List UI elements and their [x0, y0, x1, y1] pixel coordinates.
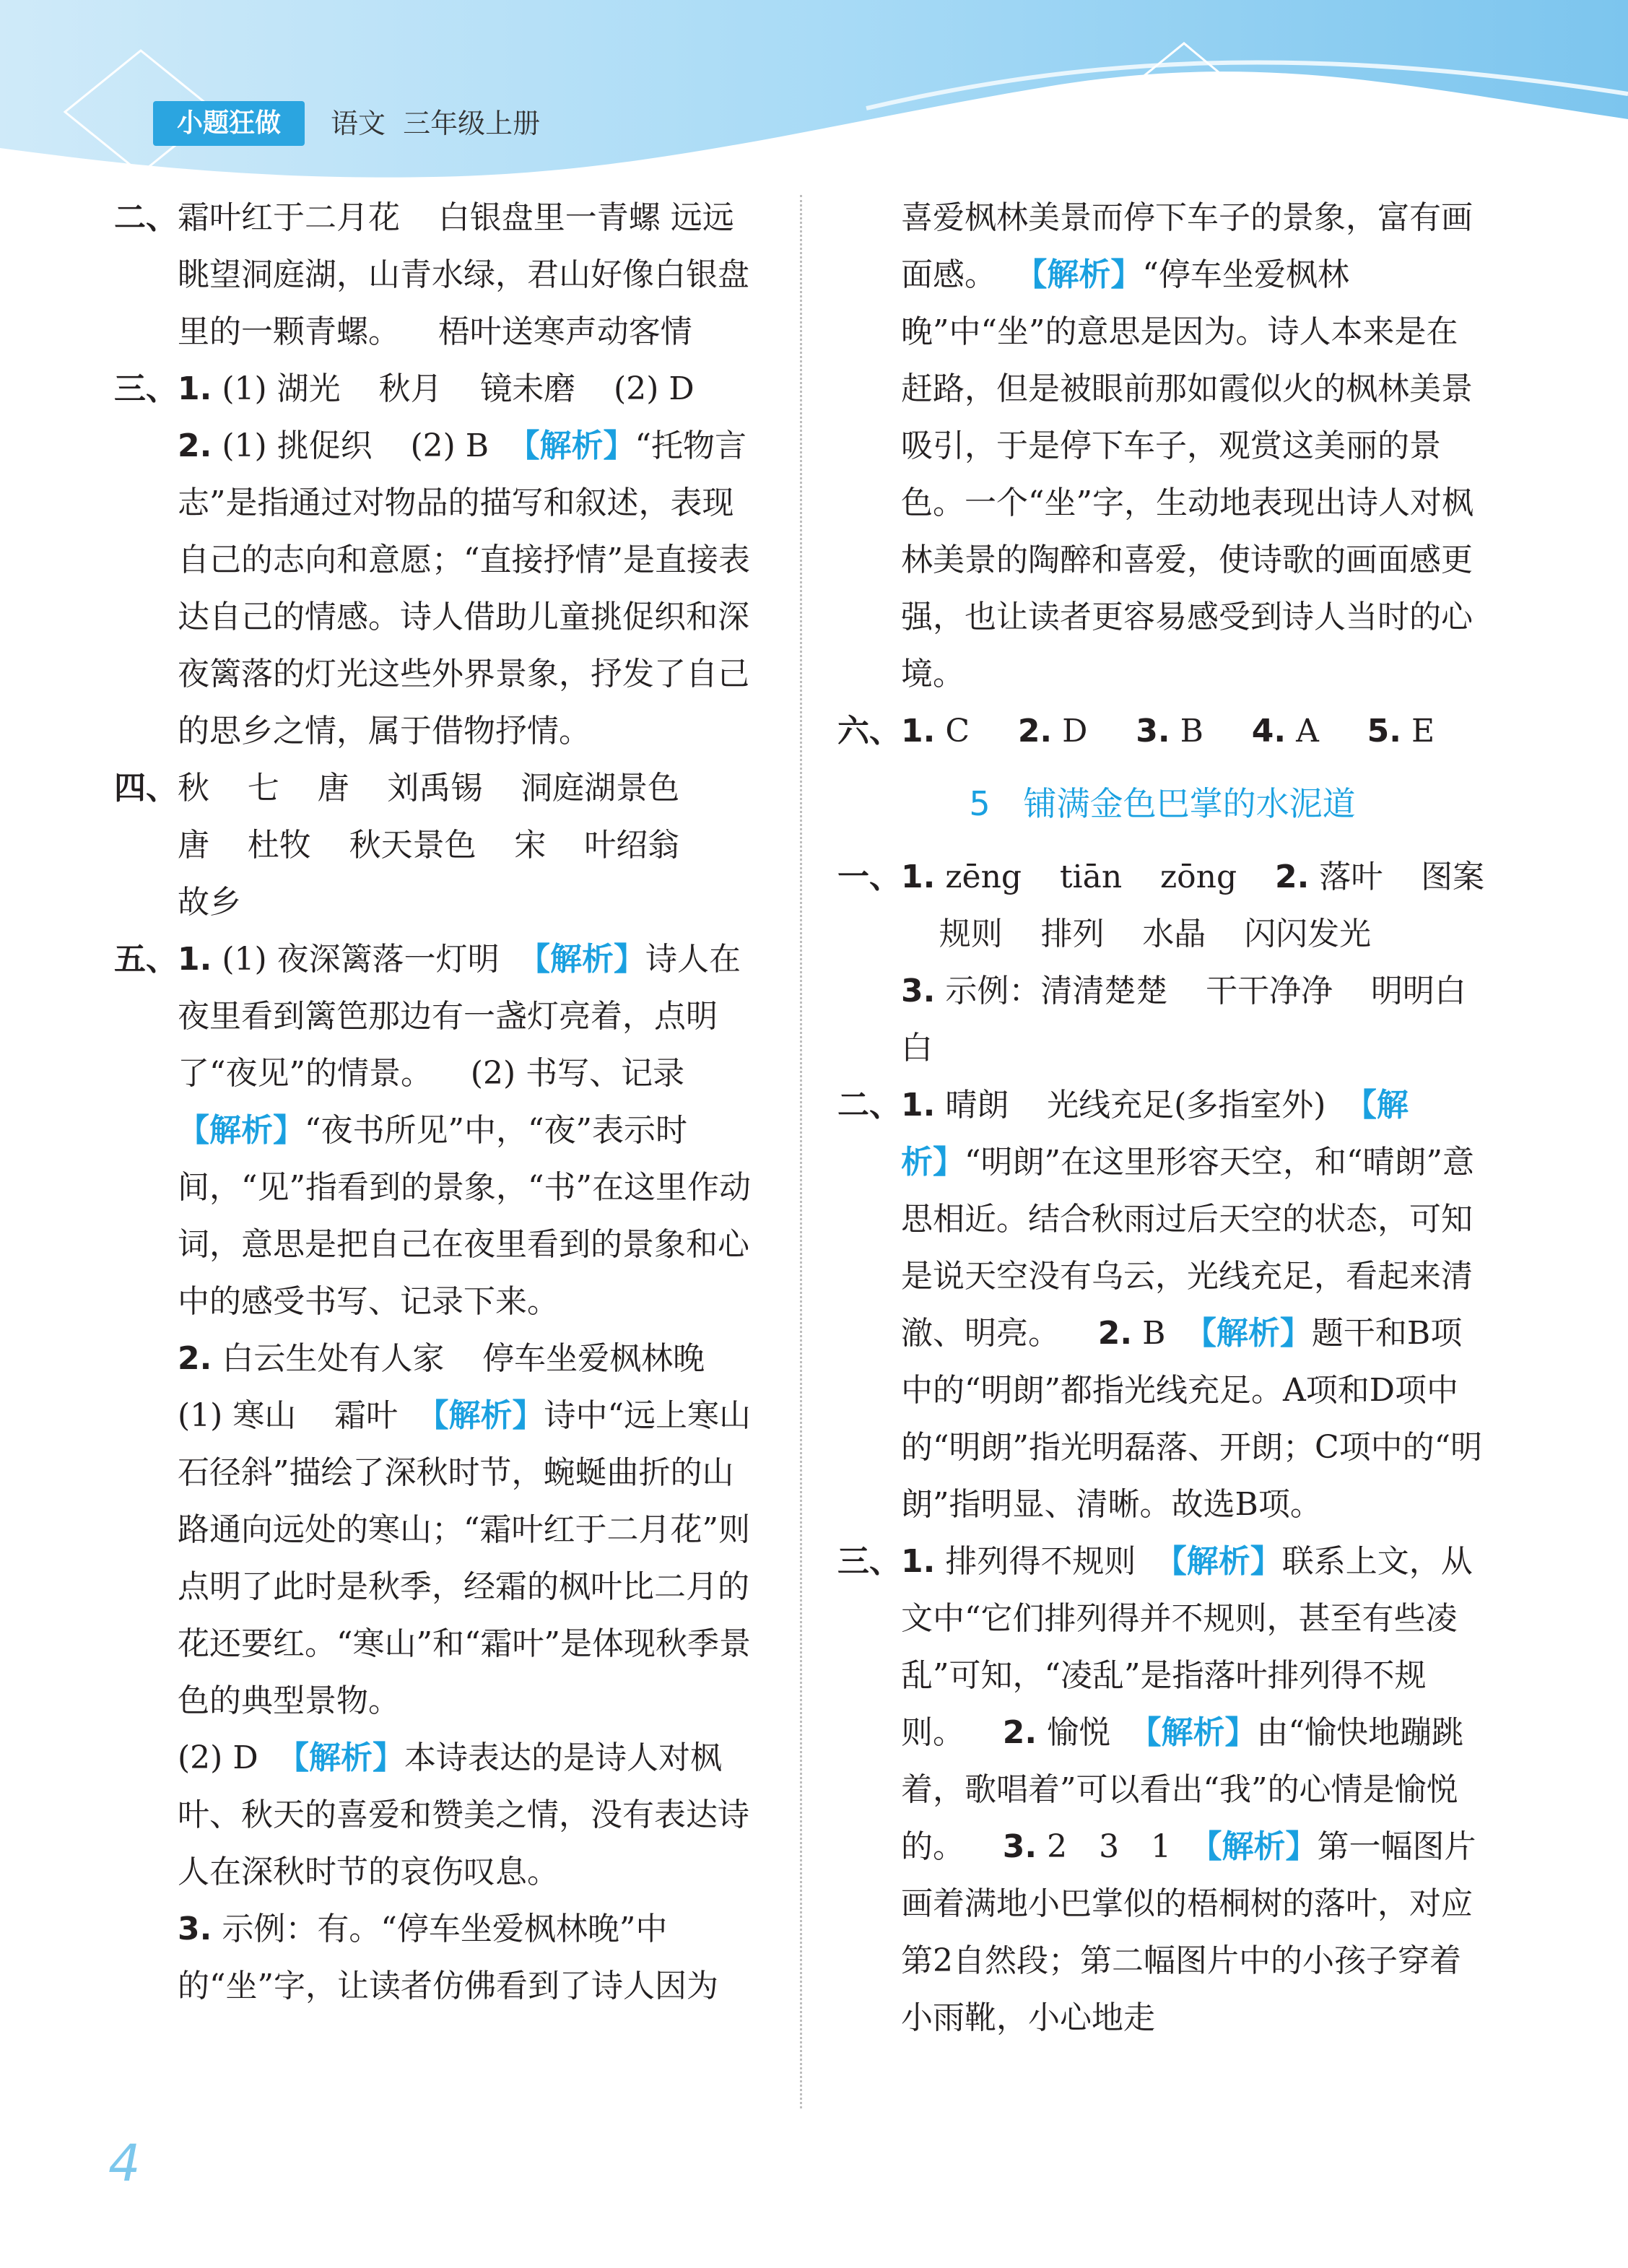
analysis-label: 【解析】 — [178, 1112, 305, 1149]
section-6 — [837, 703, 1487, 760]
question-number: 3. — [1136, 713, 1170, 750]
analysis-text: “停车坐爱枫林晚”中“坐”的意思是因为。诗人本来是在赶路，但是被眼前那如霞似火的枫林美景吸引，于是停下车子，观赏这美丽的景色。一个“坐”字，生动地表现出诗人对枫林美景的陶醉和喜爱，使诗歌的画面感更强，也让读者更容易感受到诗人当时的心境。 — [901, 256, 1474, 692]
answer-text: 叶绍翁 — [584, 827, 680, 864]
question-number: 2. — [1274, 859, 1310, 895]
section-marker: 一、 — [837, 859, 901, 895]
section-4 — [114, 760, 764, 931]
section-marker: 三、 — [837, 1543, 901, 1580]
analysis-label: 【解析】 — [1015, 256, 1143, 293]
answer-text: 唐 — [317, 770, 349, 807]
lesson-section-1 — [837, 848, 1487, 1077]
question-number: 3. — [1002, 1828, 1037, 1865]
answer-text: E — [1411, 713, 1435, 750]
question-number: 3. — [901, 973, 936, 1009]
answer-text: B — [1142, 1315, 1166, 1352]
answer-text: 杜牧 — [247, 827, 311, 864]
answer-text: 排列 — [1040, 916, 1105, 952]
right-column — [837, 189, 1487, 2046]
question-number: 1. — [901, 1543, 936, 1580]
answer-text: 洞庭湖景色 — [521, 770, 680, 807]
answer-text: 唐 — [178, 827, 209, 864]
question-number: 2. — [178, 427, 212, 464]
analysis-text: “夜书所见”中，“夜”表示时间，“见”指看到的景象，“书”在这里作动词，意思是把自己在夜里看到的景象和心中的感受书写、记录下来。 — [178, 1112, 751, 1320]
answer-text: 远远眺望洞庭湖，山青水绿，君山好像白银盘里的一颗青螺。 — [178, 199, 749, 350]
section-2 — [114, 189, 764, 360]
analysis-label: 【解析】 — [417, 1397, 544, 1434]
analysis-text: 诗人在夜里看到篱笆那边有一盏灯亮着，点明了“夜见”的情景。 — [178, 941, 741, 1092]
answer-text: (1) 挑促织 — [222, 427, 373, 464]
answer-text: 落叶 — [1319, 859, 1383, 895]
answer-text: 明明白白 — [901, 973, 1466, 1066]
pinyin-answer: zōng — [1160, 859, 1237, 895]
answer-text: 2 3 1 — [1047, 1828, 1172, 1865]
column-divider — [800, 195, 802, 2108]
answer-text: 图案 — [1421, 859, 1485, 895]
analysis-label: 【解析】 — [1190, 1828, 1318, 1865]
section-3 — [114, 360, 764, 760]
answer-text: (1) 寒山 — [178, 1397, 297, 1434]
answer-text: 示例：有。“停车坐爱枫林晚”中的“坐”字，让读者仿佛看到了诗人因为 — [178, 1911, 718, 2004]
answer-text: 排列得不规则 — [945, 1543, 1136, 1580]
question-number: 4. — [1251, 713, 1287, 750]
answer-text: (2) 书写、记录 — [470, 1055, 685, 1092]
answer-text: 闪闪发光 — [1244, 916, 1372, 952]
analysis-text: 题干和B项中的“明朗”都指光线充足。A项和D项中的“明朗”指光明磊落、开朗；C项中的“明朗”指明显、清晰。故选B项。 — [901, 1315, 1483, 1523]
analysis-label: 【解析】 — [901, 1087, 1409, 1181]
analysis-label: 【解析】 — [1154, 1543, 1282, 1580]
question-number: 1. — [178, 370, 212, 407]
answer-text: 规则 — [939, 916, 1003, 952]
question-number: 5. — [1367, 713, 1401, 750]
answer-text: 干干净净 — [1206, 973, 1333, 1009]
answer-text: (1) 湖光 — [222, 370, 341, 407]
answer-text: 镜未磨 — [480, 370, 576, 407]
section-5 — [114, 931, 764, 2015]
answer-text: A — [1296, 713, 1319, 750]
answer-text: 秋天景色 — [349, 827, 476, 864]
analysis-text: “托物言志”是指通过对物品的描写和叙述，表现自己的志向和意愿；“直接抒情”是直接表达自己的情感。诗人借助儿童挑促织和深夜篱落的灯光这些外界景象，抒发了自己的思乡之情，属于借物抒情。 — [178, 427, 750, 750]
analysis-label: 【解析】 — [518, 941, 646, 978]
lesson-title: 5 铺满金色巴掌的水泥道 — [969, 784, 1356, 823]
section-marker: 二、 — [837, 1087, 901, 1124]
answer-text: 七 — [247, 770, 279, 807]
answer-text: 光线充足(多指室外) — [1047, 1087, 1326, 1124]
pinyin-answer: tiān — [1059, 859, 1123, 895]
answer-text: 喜爱枫林美景而停下车子的景象，富有画面感。 — [901, 199, 1473, 293]
series-badge: 小题狂做 — [153, 101, 305, 146]
question-number: 2. — [1017, 713, 1053, 750]
answer-text: (1) 夜深篱落一灯明 — [222, 941, 500, 978]
answer-text: 秋 — [178, 770, 209, 807]
subject-label: 语文 三年级上册 — [331, 108, 541, 139]
analysis-text: 联系上文，从文中“它们排列得并不规则，甚至有些凌乱”可知，“凌乱”是指落叶排列得不规则。 — [901, 1543, 1473, 1751]
question-number: 1. — [901, 1087, 936, 1124]
answer-text: D — [1062, 713, 1088, 750]
analysis-label: 【解析】 — [1129, 1714, 1257, 1751]
question-number: 1. — [178, 941, 212, 978]
answer-text: 宋 — [514, 827, 547, 864]
analysis-label: 【解析】 — [1184, 1315, 1312, 1352]
answer-text: 秋月 — [378, 370, 443, 407]
answer-text: (2) D — [178, 1739, 258, 1776]
question-number: 2. — [1002, 1714, 1037, 1751]
answer-text: C — [945, 713, 970, 750]
analysis-label: 【解析】 — [508, 427, 635, 464]
answer-text: 霜叶 — [334, 1397, 399, 1434]
analysis-text: 诗中“远上寒山石径斜”描绘了深秋时节，蜿蜒曲折的山路通向远处的寒山；“霜叶红于二月花”则点明了此时是秋季，经霜的枫叶比二月的花还要红。“寒山”和“霜叶”是体现秋季景色的典型景物。 — [178, 1397, 751, 1719]
lesson-section-2 — [837, 1077, 1487, 1533]
analysis-label: 【解析】 — [277, 1739, 404, 1776]
answer-text: 停车坐爱枫林晚 — [482, 1340, 705, 1377]
answer-text: 刘禹锡 — [387, 770, 483, 807]
section-marker: 六、 — [837, 713, 901, 750]
question-number: 1. — [901, 713, 936, 750]
question-number: 2. — [1097, 1315, 1133, 1352]
section-5-continued — [837, 189, 1487, 703]
page-number: 4 — [108, 2134, 141, 2193]
section-marker: 五、 — [114, 941, 178, 978]
pinyin-answer: zēng — [945, 859, 1022, 895]
answer-text: 梧叶送寒声动客情 — [438, 313, 692, 350]
analysis-text: 由“愉快地蹦跳着，歌唱着”可以看出“我”的心情是愉悦的。 — [901, 1714, 1464, 1865]
analysis-text: 第一幅图片画着满地小巴掌似的梧桐树的落叶，对应第2自然段；第二幅图片中的小孩子穿着小雨靴，小心地走 — [901, 1828, 1476, 2036]
answer-text: B — [1180, 713, 1203, 750]
question-number: 3. — [178, 1911, 212, 1947]
answer-text: 愉悦 — [1047, 1714, 1111, 1751]
answer-text: 晴朗 — [945, 1087, 1009, 1124]
left-column — [114, 189, 764, 2015]
question-number: 1. — [901, 859, 936, 895]
answer-text: 霜叶红于二月花 — [178, 199, 400, 236]
question-number: 2. — [178, 1340, 212, 1377]
section-marker: 三、 — [114, 370, 178, 407]
analysis-text: 本诗表达的是诗人对枫叶、秋天的喜爱和赞美之情，没有表达诗人在深秋时节的哀伤叹息。 — [178, 1739, 749, 1890]
answer-text: 示例：清清楚楚 — [945, 973, 1168, 1009]
section-marker: 二、 — [114, 199, 178, 236]
analysis-text: “明朗”在这里形容天空，和“晴朗”意思相近。结合秋雨过后天空的状态，可知是说天空没有乌云，光线充足，看起来清澈、明亮。 — [901, 1144, 1474, 1352]
answer-text: 白云生处有人家 — [222, 1340, 445, 1377]
section-marker: 四、 — [114, 770, 178, 807]
answer-text: (2) B — [410, 427, 489, 464]
answer-text: 白银盘里一青螺 — [438, 199, 661, 236]
lesson-section-3 — [837, 1533, 1487, 2046]
answer-text: 故乡 — [178, 884, 241, 921]
answer-text: (2) D — [614, 370, 695, 407]
answer-text: 水晶 — [1142, 916, 1206, 952]
